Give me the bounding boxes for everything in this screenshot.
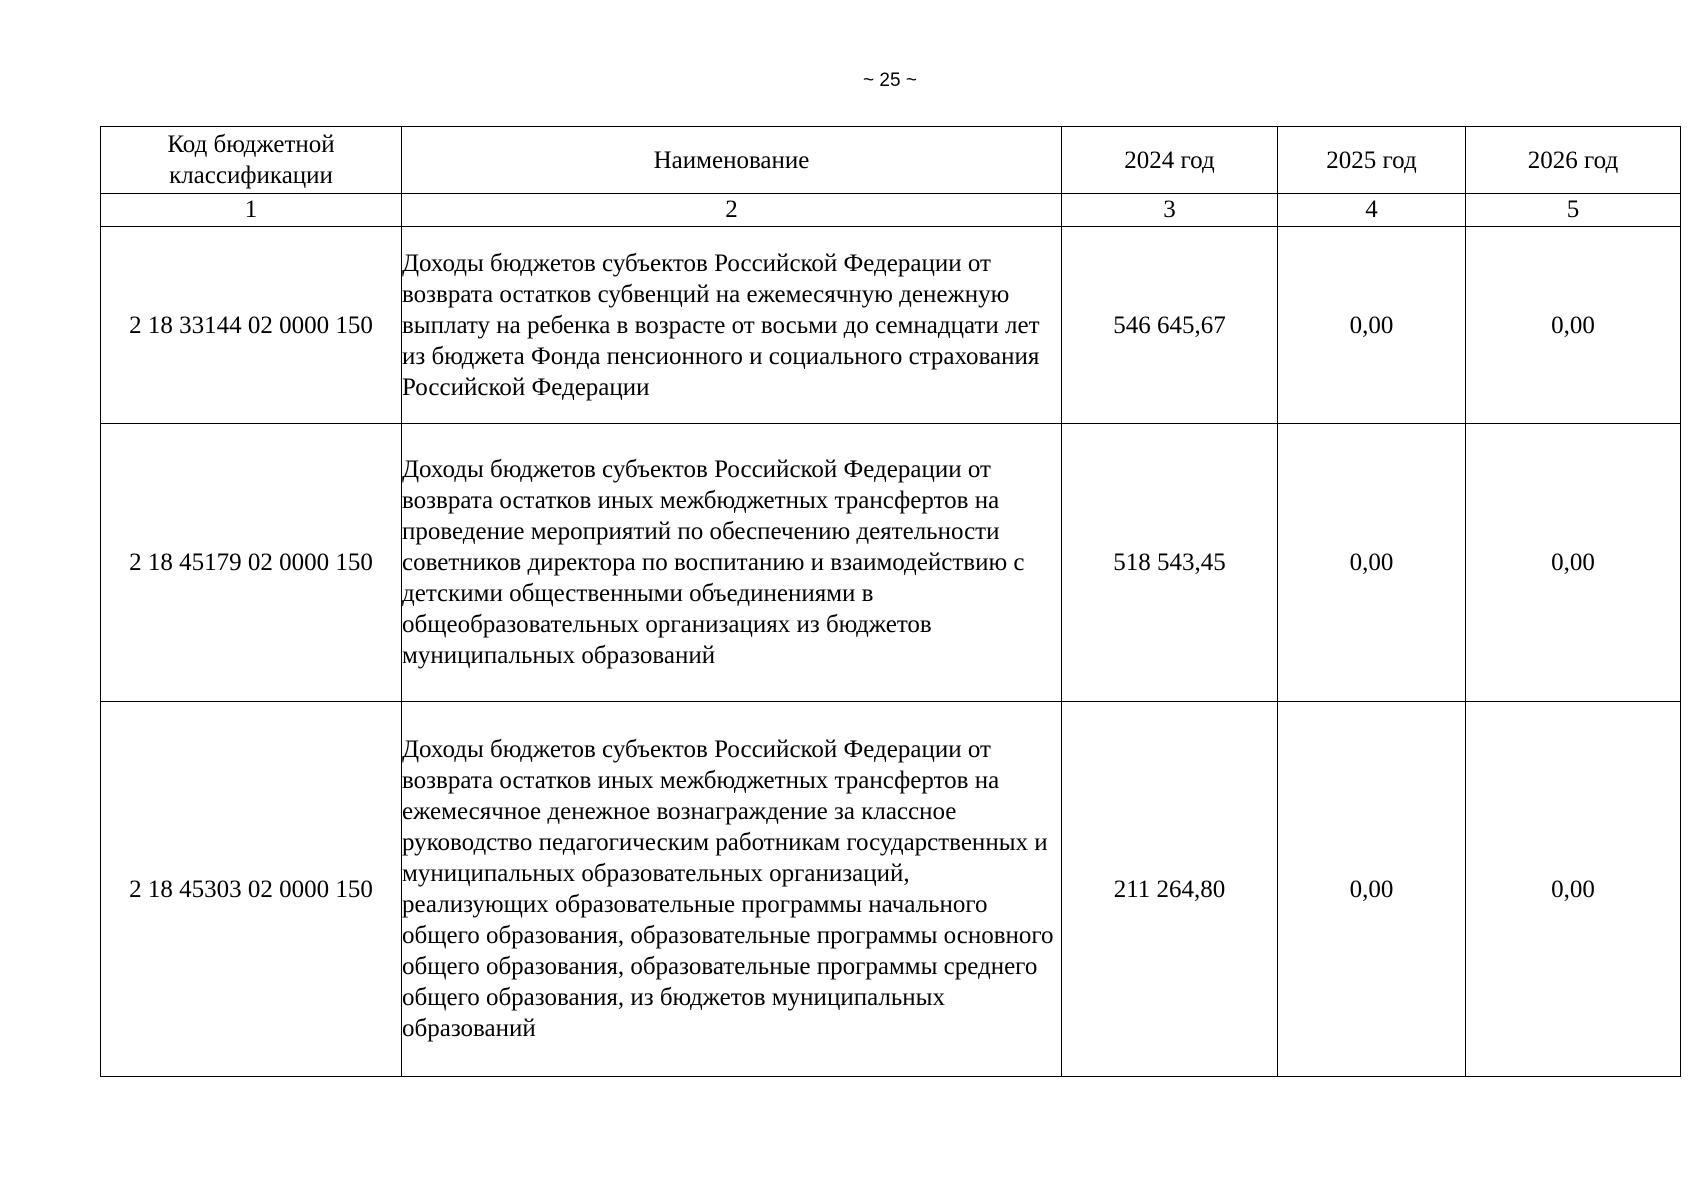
budget-code: 2 18 45303 02 0000 150 [101,702,402,1077]
amount-2025: 0,00 [1278,424,1466,702]
header-2026: 2026 год [1466,127,1681,194]
amount-2024: 211 264,80 [1062,702,1278,1077]
table-header-row [101,127,1681,194]
table-row [101,227,1681,424]
amount-2025: 0,00 [1278,702,1466,1077]
budget-table [100,126,1681,1077]
header-name: Наименование [402,127,1062,194]
amount-2024: 546 645,67 [1062,227,1278,424]
header-2025: 2025 год [1278,127,1466,194]
amount-2026: 0,00 [1466,227,1681,424]
column-number: 2 [402,194,1062,227]
page-number: ~ 25 ~ [863,70,917,91]
column-number: 5 [1466,194,1681,227]
amount-2025: 0,00 [1278,227,1466,424]
table-row [101,702,1681,1077]
income-name: Доходы бюджетов субъектов Российской Федерации от возврата остатков субвенций на ежемесячную денежную выплату на ребенка в возрасте от восьми до семнадцати лет из бюджета Фонда пенсионного и социального страхования Российской Федерации [402,227,1062,424]
column-numbers-row [101,194,1681,227]
header-code: Код бюджетной классификации [101,127,402,194]
table-row [101,424,1681,702]
amount-2026: 0,00 [1466,424,1681,702]
budget-code: 2 18 45179 02 0000 150 [101,424,402,702]
column-number: 1 [101,194,402,227]
income-name: Доходы бюджетов субъектов Российской Федерации от возврата остатков иных межбюджетных трансфертов на ежемесячное денежное вознаграждение за классное руководство педагогическим работникам государственных и муниципальных образовательных организаций, реализующих образовательные программы начального общего образования, образовательные программы основного общего образования, образовательные программы среднего общего образования, из бюджетов муниципальных образований [402,702,1062,1077]
amount-2024: 518 543,45 [1062,424,1278,702]
amount-2026: 0,00 [1466,702,1681,1077]
header-2024: 2024 год [1062,127,1278,194]
budget-code: 2 18 33144 02 0000 150 [101,227,402,424]
income-name: Доходы бюджетов субъектов Российской Федерации от возврата остатков иных межбюджетных трансфертов на проведение мероприятий по обеспечению деятельности советников директора по воспитанию и взаимодействию с детскими общественными объединениями в общеобразовательных организациях из бюджетов муниципальных образований [402,424,1062,702]
column-number: 4 [1278,194,1466,227]
column-number: 3 [1062,194,1278,227]
